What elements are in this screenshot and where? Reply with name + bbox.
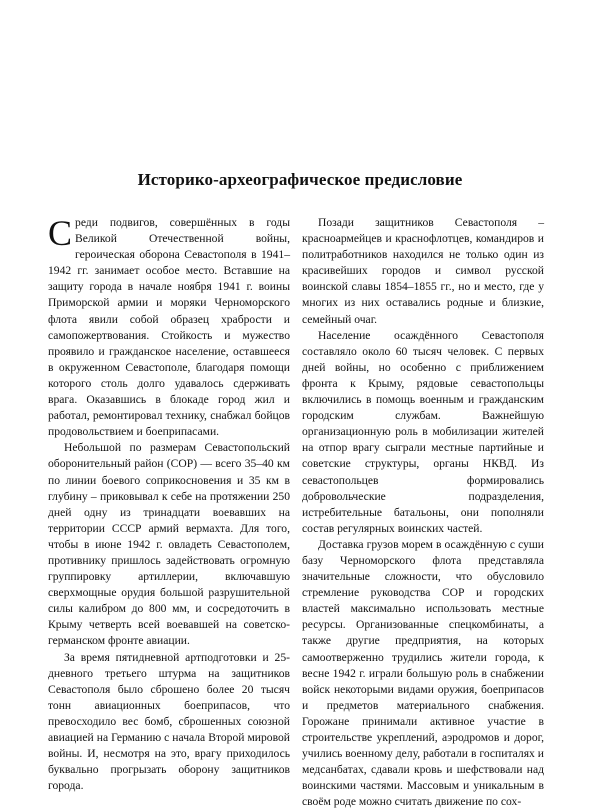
left-paragraph-3: За время пятидневной артподготовки и 25-дневного третьего штурма на защитников Севастополя было сброшено более 20 тысяч тонн авиационных боеприпасов, что превосходило вес бомб, сброшенных союзной авиацией на Германию с начала Второй мировой войны. И, несмотря на это, врагу приходилось буквально прогрызать оборону защитников города. — [48, 650, 290, 793]
left-paragraph-2: Небольшой по размерам Севастопольский оборонительный район (СОР) — всего 35–40 км по линии боевого соприкосновения и 35 км в глубину – приковывал к себе на протяжении 250 дней одну из тринадцати воевавших на территории СССР армий вермахта. Для того, чтобы в июне 1942 г. овладеть Севастополем, противнику пришлось задействовать огромную группировку артиллерии, включавшую сверхмощные орудия большой разрушительной силы калибром до 800 мм, и сосредоточить в Крыму четверть всей воевавшей на советско-германском фронте авиации. — [48, 441, 290, 648]
drop-cap: С — [48, 213, 73, 253]
right-paragraph-3: Доставка грузов морем в осаждённую с суши базу Черноморского флота представляла значительные сложности, что обусловило стремление руководства СОР и городских властей максимально использовать местные ресурсы. Организованные спецкомбинаты, а также другие предприятия, на которых самоотверженно трудились жители города, к весне 1942 г. играли большую роль в снабжении войск некоторыми видами оружия, боеприпасов и предметов материального снабжения. Горожане принимали активное участие в строительстве укреплений, аэродромов и дорог, учились военному делу, работали в госпиталях и медсанбатах, сдавали кровь и шефствовали над воинскими частями. Массовым и уникальным в своём роде можно считать движение по сох- — [302, 537, 544, 809]
right-paragraph-2: Население осаждённого Севастополя составляло около 60 тысяч человек. С первых дней войны, но особенно с приближением фронта к Крыму, рядовые севастопольцы включились в помощь военным и гражданским городским службам. Важнейшую организационную роль в мобилизации жителей на отпор врагу сыграли местные партийные и советские структуры, органы НКВД. Из севастопольцев формировались добровольческие подразделения, истребительные батальоны, они пополняли состав регулярных воинских частей. — [302, 328, 544, 535]
left-paragraph-1 — [48, 215, 290, 440]
right-column — [302, 215, 544, 810]
left-column — [48, 215, 290, 794]
right-paragraph-1: Позади защитников Севастополя – красноармейцев и краснофлотцев, командиров и политработников находился не только один из красивейших городов и символ русской воинской славы 1854–1855 гг., но и место, где у многих из них оставались родные и близкие, семейный очаг. — [302, 216, 544, 326]
page-title: Историко-археографическое предисловие — [137, 170, 463, 189]
left-paragraph-1-text: реди подвигов, совершённых в годы Великой Отечественной войны, героическая оборона Севастополя в 1941–1942 гг. занимает особое место. Вставшие на защиту города в начале ноября 1941 г. воины Приморской армии и моряки Черноморского флота явили собой образец храбрости и самопожертвования. Стойкость и мужество проявило и гражданское население, оставшееся в окруженном Севастополе, благодаря помощи которого столь долго удавалось сдерживать врага. Оказавшись в блокаде город жил и работал, ремонтировал технику, снабжал бойцов продовольствием и боеприпасами. — [48, 216, 290, 439]
